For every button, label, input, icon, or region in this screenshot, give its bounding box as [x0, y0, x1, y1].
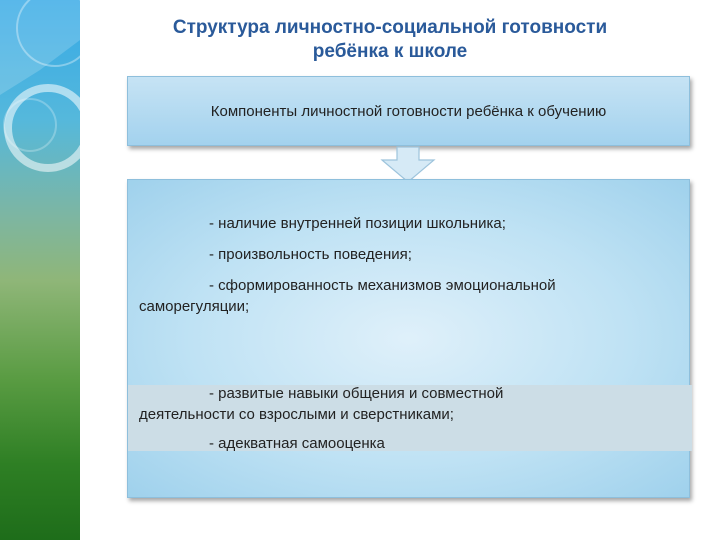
list-item: - адекватная самооценка [209, 435, 385, 452]
title-line-1: Структура личностно-социальной готовности [172, 17, 608, 38]
decorative-side-band [0, 0, 80, 540]
list-item: - наличие внутренней позиции школьника; [209, 215, 506, 232]
components-list-box [127, 179, 690, 498]
list-item: - сформированность механизмов эмоциональной [209, 277, 556, 294]
decorative-circle-icon [0, 0, 80, 540]
title-line-2: ребёнка к школе [312, 41, 468, 62]
list-item-continuation: деятельности со взрослыми и сверстниками; [139, 406, 454, 423]
list-item-continuation: саморегуляции; [139, 298, 250, 315]
slide-title [120, 16, 660, 64]
list-item: - произвольность поведения; [209, 246, 412, 263]
components-header-box [127, 76, 690, 146]
list-item: - развитые навыки общения и совместной [209, 385, 504, 402]
components-header-text: Компоненты личностной готовности ребёнка к обучению [210, 102, 607, 120]
